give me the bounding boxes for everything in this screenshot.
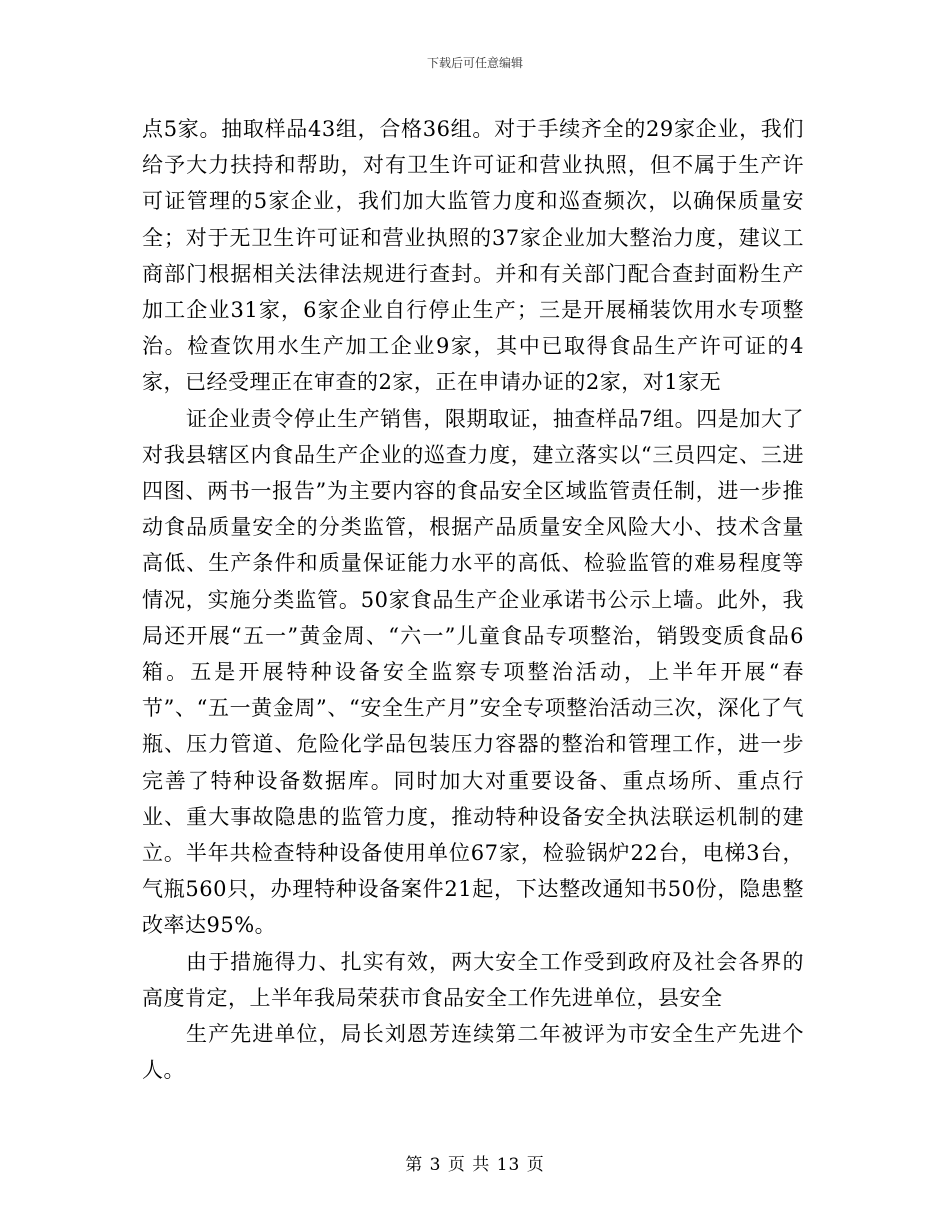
page-number: 第 3 页 共 13 页 bbox=[405, 1155, 545, 1175]
paragraph-1: 点5家。抽取样品43组，合格36组。对于手续齐全的29家企业，我们给予大力扶持和帮助，对有卫生许可证和营业执照，但不属于生产许可证管理的5家企业，我们加大监管力度和巡查频次，以确保质量安全；对于无卫生许可证和营业执照的37家企业加大整治力度，建议工商部门根据相关法律法规进行查封。并和有关部门配合查封面粉生产加工企业31家，6家企业自行停止生产；三是开展桶装饮用水专项整治。检查饮用水生产加工企业9家，其中已取得食品生产许可证的4家，已经受理正在审查的2家，正在申请办证的2家，对1家无 bbox=[142, 117, 804, 395]
page-header: 下载后可任意编辑 bbox=[426, 56, 523, 70]
document-body bbox=[142, 111, 804, 1088]
paragraph-4: 生产先进单位，局长刘恩芳连续第二年被评为市安全生产先进个人。 bbox=[142, 1022, 804, 1083]
paragraph-3: 由于措施得力、扎实有效，两大安全工作受到政府及社会各界的高度肯定，上半年我局荣获市食品安全工作先进单位，县安全 bbox=[142, 949, 804, 1010]
paragraph-2: 证企业责令停止生产销售，限期取证，抽查样品7组。四是加大了对我县辖区内食品生产企业的巡查力度，建立落实以“三员四定、三进四图、两书一报告”为主要内容的食品安全区域监管责任制，进一步推动食品质量安全的分类监管，根据产品质量安全风险大小、技术含量高低、生产条件和质量保证能力水平的高低、检验监管的难易程度等情况，实施分类监管。50家食品生产企业承诺书公示上墙。此外，我局还开展“五一”黄金周、“六一”儿童食品专项整治，销毁变质食品6箱。五是开展特种设备安全监察专项整治活动，上半年开展“春节”、“五一黄金周”、“安全生产月”安全专项整治活动三次，深化了气瓶、压力管道、危险化学品包装压力容器的整治和管理工作，进一步完善了特种设备数据库。同时加大对重要设备、重点场所、重点行业、重大事故隐患的监管力度，推动特种设备安全执法联运机制的建立。半年共检查特种设备使用单位67家，检验锅炉22台，电梯3台，气瓶560只，办理特种设备案件21起，下达整改通知书50份，隐患整改率达95%。 bbox=[142, 406, 804, 938]
